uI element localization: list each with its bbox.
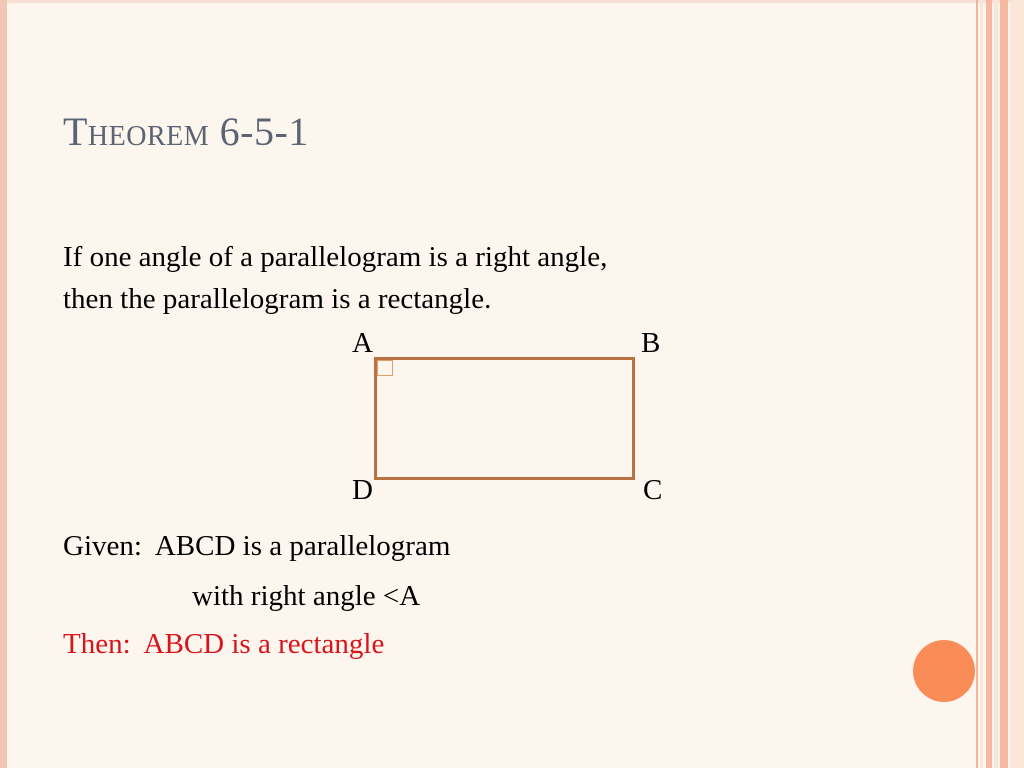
decorative-stripe [980, 0, 983, 768]
vertex-label-a: A [352, 327, 373, 359]
slide-top-border [0, 0, 1024, 3]
vertex-label-d: D [352, 474, 373, 506]
slide-title: Theorem 6-5-1 [63, 109, 309, 154]
theorem-statement-line-1: If one angle of a parallelogram is a right angle, [63, 241, 608, 273]
rectangle-abcd [374, 357, 635, 480]
decorative-stripe [1000, 0, 1008, 768]
given-line-2: with right angle <A [192, 580, 421, 612]
vertex-label-b: B [641, 327, 661, 359]
decorative-stripe [976, 0, 978, 768]
decorative-stripe [1010, 0, 1024, 768]
given-line-1: Given: ABCD is a parallelogram [63, 530, 451, 562]
vertex-label-c: C [643, 474, 663, 506]
theorem-statement-line-2: then the parallelogram is a rectangle. [63, 283, 492, 315]
slide-left-border [0, 0, 7, 768]
right-angle-marker-icon [377, 360, 393, 376]
conclusion-line: Then: ABCD is a rectangle [63, 628, 385, 660]
accent-circle [913, 640, 975, 702]
decorative-stripe [994, 0, 998, 768]
decorative-stripe [986, 0, 992, 768]
